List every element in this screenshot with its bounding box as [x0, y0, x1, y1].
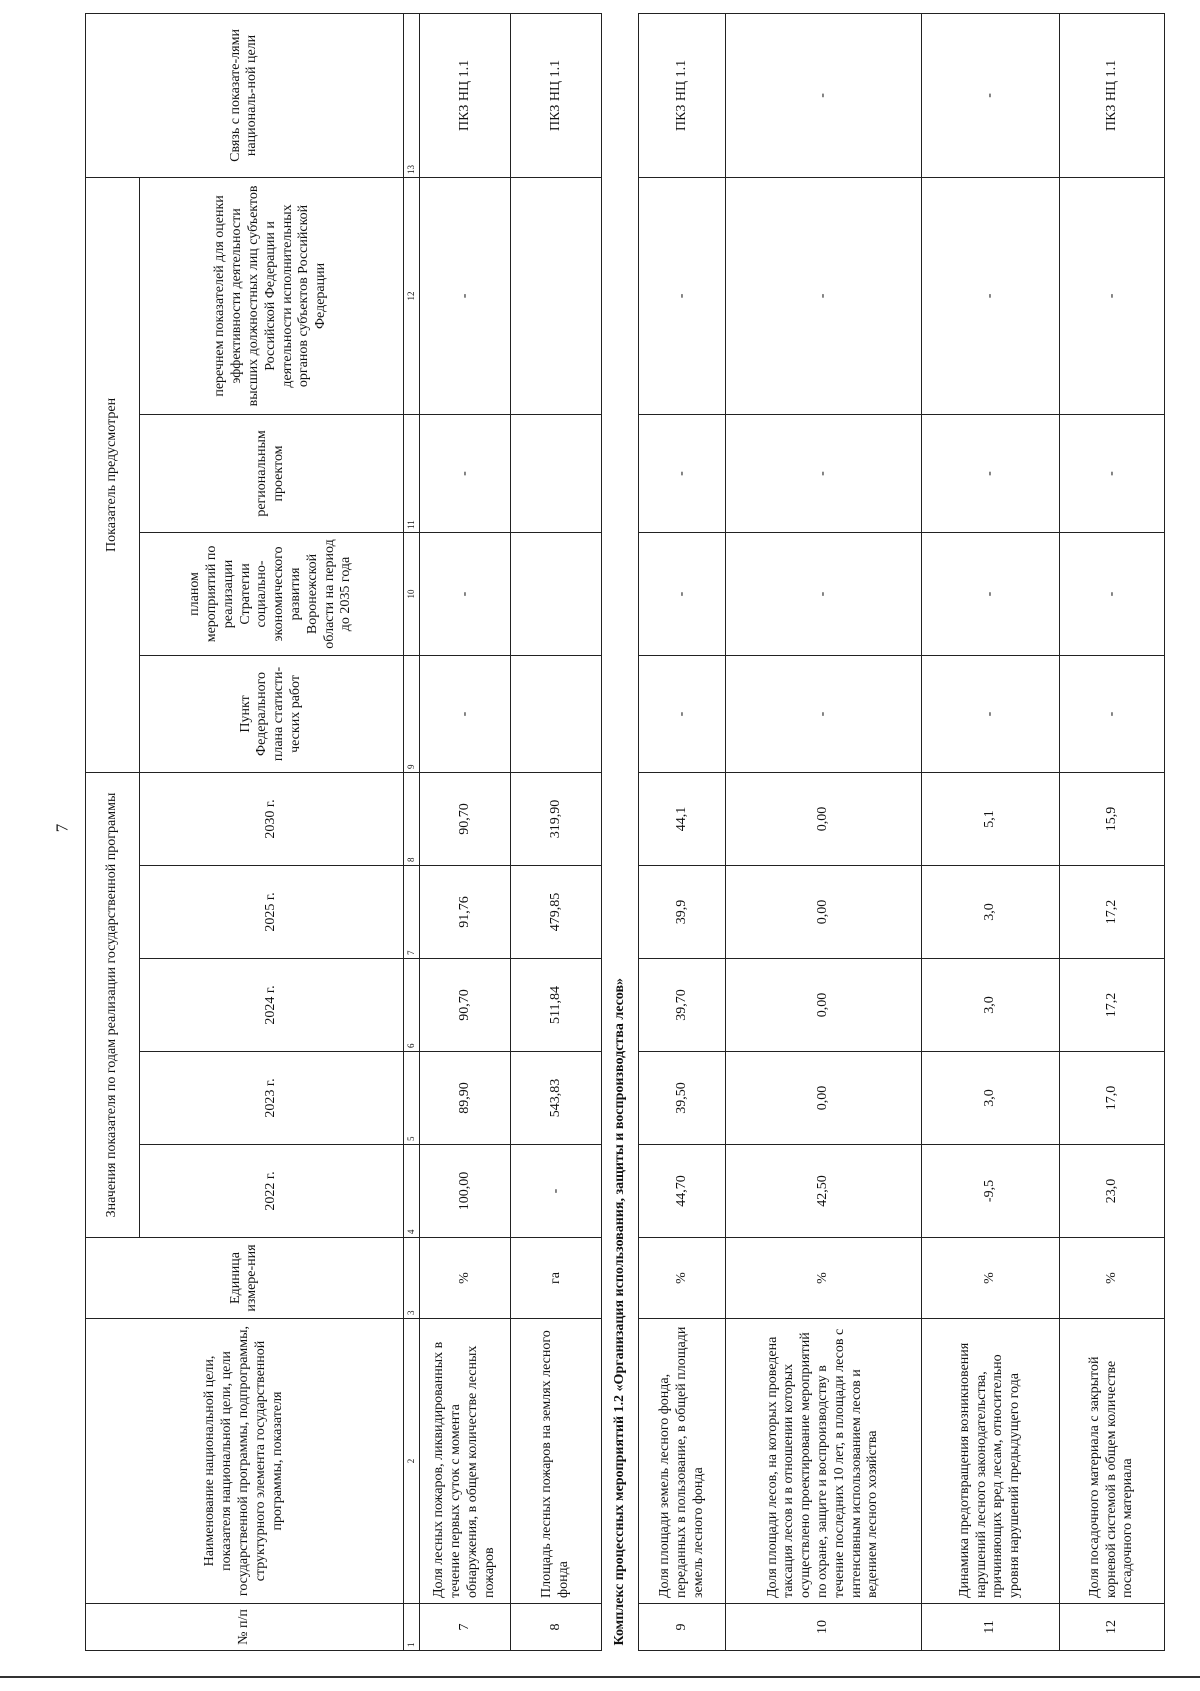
row-v2024: 0,00 [725, 959, 921, 1052]
header-fed-plan: Пункт Федерального плана статисти-ческих работ [139, 655, 403, 772]
row-v2022: - [511, 1145, 602, 1238]
header-year-2024: 2024 г. [139, 959, 403, 1052]
row-link: ПКЗ НЦ 1.1 [639, 13, 725, 177]
row-plan [511, 532, 602, 655]
row-reg: - [725, 414, 921, 532]
col-number: 3 [403, 1238, 419, 1319]
table-row [1059, 13, 1164, 1650]
row-fed: - [639, 655, 725, 772]
header-year-2022: 2022 г. [139, 1145, 403, 1238]
row-name: Доля площади лесов, на которых проведена таксация лесов и в отношении которых осуществлено проектирование мероприятий по охране, защите и воспроизводству в течение последних 10 лет, в площади лесов с интенсивным использованием лесов и ведением лесного хозяйства [725, 1319, 921, 1604]
row-list: - [419, 177, 510, 414]
row-name: Доля посадочного материала с закрытой корневой системой в общем количестве посадочного материала [1059, 1319, 1164, 1604]
table-row [511, 13, 602, 1650]
col-number: 13 [403, 13, 419, 177]
row-reg: - [419, 414, 510, 532]
col-number: 2 [403, 1319, 419, 1604]
row-v2025: 3,0 [922, 866, 1060, 959]
row-v2024: 17,2 [1059, 959, 1164, 1052]
row-v2030: 90,70 [419, 772, 510, 865]
row-reg: - [922, 414, 1060, 532]
row-unit: % [639, 1238, 725, 1319]
row-fed: - [419, 655, 510, 772]
row-v2023: 17,0 [1059, 1052, 1164, 1145]
rotated-content [85, 14, 1165, 1651]
row-link: ПКЗ НЦ 1.1 [511, 13, 602, 177]
col-number: 10 [403, 532, 419, 655]
row-v2024: 3,0 [922, 959, 1060, 1052]
row-list [511, 177, 602, 414]
row-unit: % [725, 1238, 921, 1319]
header-row-1 [86, 13, 140, 1650]
row-plan: - [922, 532, 1060, 655]
column-number-row [403, 13, 419, 1650]
row-name: Динамика предотвращения возникновения нарушений лесного законодательства, причиняющих вред лесам, относительно уровня нарушений предыдущего года [922, 1319, 1060, 1604]
row-v2023: 3,0 [922, 1052, 1060, 1145]
row-v2022: 44,70 [639, 1145, 725, 1238]
row-v2030: 0,00 [725, 772, 921, 865]
table-row [639, 13, 725, 1650]
row-plan: - [1059, 532, 1164, 655]
col-number: 7 [403, 866, 419, 959]
row-v2030: 5,1 [922, 772, 1060, 865]
scan-edge-line [0, 1676, 1200, 1678]
row-num: 10 [725, 1604, 921, 1651]
row-unit: % [419, 1238, 510, 1319]
col-number: 8 [403, 772, 419, 865]
row-v2022: 100,00 [419, 1145, 510, 1238]
row-v2022: 23,0 [1059, 1145, 1164, 1238]
section-title: Комплекс процессных мероприятий 1.2 «Организация использования, защиты и воспроизводства лесов» [602, 13, 639, 1650]
col-number: 1 [403, 1604, 419, 1651]
col-number: 9 [403, 655, 419, 772]
row-v2025: 17,2 [1059, 866, 1164, 959]
row-v2030: 44,1 [639, 772, 725, 865]
row-link: - [922, 13, 1060, 177]
header-regional: региональным проектом [139, 414, 403, 532]
row-v2025: 91,76 [419, 866, 510, 959]
header-provided-group: Показатель предусмотрен [86, 177, 140, 772]
table-row [419, 13, 510, 1650]
header-year-2025: 2025 г. [139, 866, 403, 959]
header-name: Наименование национальной цели, показателя национальной цели, цели государственной программы, подпрограммы, структурного элемента государственной программы, показателя [86, 1319, 404, 1604]
row-fed: - [922, 655, 1060, 772]
row-fed [511, 655, 602, 772]
row-plan: - [639, 532, 725, 655]
header-unit: Единица измере-ния [86, 1238, 404, 1319]
header-plan-strategy: планом мероприятий по реализации Стратегии социально-экономического развития Воронежской области на период до 2035 года [139, 532, 403, 655]
header-list: перечнем показателей для оценки эффективности деятельности высших должностных лиц субъектов Российской Федерации и деятельности исполнительных органов субъектов Российской Федерации [139, 177, 403, 414]
table-row [725, 13, 921, 1650]
header-year-2023: 2023 г. [139, 1052, 403, 1145]
row-link: ПКЗ НЦ 1.1 [1059, 13, 1164, 177]
row-reg: - [1059, 414, 1164, 532]
row-list: - [1059, 177, 1164, 414]
row-num: 12 [1059, 1604, 1164, 1651]
col-number: 4 [403, 1145, 419, 1238]
row-v2023: 89,90 [419, 1052, 510, 1145]
row-list: - [922, 177, 1060, 414]
table-row [922, 13, 1060, 1650]
row-v2023: 0,00 [725, 1052, 921, 1145]
row-num: 9 [639, 1604, 725, 1651]
header-values-group: Значения показателя по годам реализации государственной программы [86, 772, 140, 1237]
row-fed: - [1059, 655, 1164, 772]
header-year-2030: 2030 г. [139, 772, 403, 865]
row-link: - [725, 13, 921, 177]
row-num: 8 [511, 1604, 602, 1651]
row-v2023: 543,83 [511, 1052, 602, 1145]
row-v2025: 0,00 [725, 866, 921, 959]
row-unit: % [922, 1238, 1060, 1319]
row-list: - [639, 177, 725, 414]
row-reg [511, 414, 602, 532]
row-name: Доля площади земель лесного фонда, переданных в пользование, в общей площади земель лесного фонда [639, 1319, 725, 1604]
row-v2025: 39,9 [639, 866, 725, 959]
row-plan: - [725, 532, 921, 655]
col-number: 12 [403, 177, 419, 414]
header-num: № п/п [86, 1604, 404, 1651]
row-reg: - [639, 414, 725, 532]
row-v2023: 39,50 [639, 1052, 725, 1145]
row-v2025: 479,85 [511, 866, 602, 959]
row-v2022: -9,5 [922, 1145, 1060, 1238]
row-fed: - [725, 655, 921, 772]
col-number: 11 [403, 414, 419, 532]
row-unit: га [511, 1238, 602, 1319]
page-number: 7 [52, 823, 72, 833]
section-row [602, 13, 639, 1650]
row-list: - [725, 177, 921, 414]
row-unit: % [1059, 1238, 1164, 1319]
col-number: 5 [403, 1052, 419, 1145]
row-v2024: 39,70 [639, 959, 725, 1052]
col-number: 6 [403, 959, 419, 1052]
row-v2030: 15,9 [1059, 772, 1164, 865]
row-name: Площадь лесных пожаров на землях лесного фонда [511, 1319, 602, 1604]
row-v2030: 319,90 [511, 772, 602, 865]
rotated-page [85, 14, 1165, 1651]
row-name: Доля лесных пожаров, ликвидированных в течение первых суток с момента обнаружения, в общем количестве лесных пожаров [419, 1319, 510, 1604]
row-v2022: 42,50 [725, 1145, 921, 1238]
row-plan: - [419, 532, 510, 655]
header-link: Связь с показате-лями националь-ной цели [86, 13, 404, 177]
row-num: 11 [922, 1604, 1060, 1651]
row-v2024: 90,70 [419, 959, 510, 1052]
row-v2024: 511,84 [511, 959, 602, 1052]
indicators-table [85, 13, 1165, 1651]
row-link: ПКЗ НЦ 1.1 [419, 13, 510, 177]
row-num: 7 [419, 1604, 510, 1651]
